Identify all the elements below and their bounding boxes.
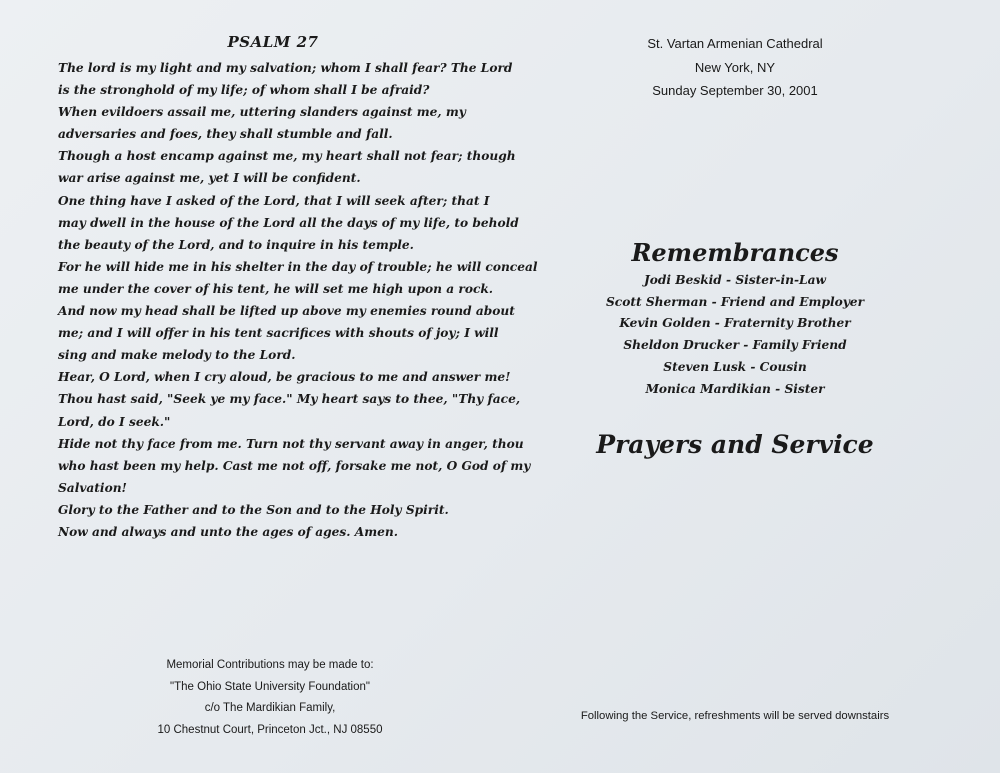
- psalm-line: When evildoers assail me, uttering slanders against me, my: [58, 105, 466, 120]
- memorial-contributions: [130, 655, 410, 741]
- service-date: Sunday September 30, 2001: [652, 83, 818, 98]
- remembrance-item: Kevin Golden - Fraternity Brother: [619, 316, 851, 331]
- psalm-line: And now my head shall be lifted up above my enemies round about: [58, 304, 515, 319]
- psalm-line: The lord is my light and my salvation; whom I shall fear? The Lord: [58, 61, 513, 75]
- psalm-line: sing and make melody to the Lord.: [58, 348, 296, 363]
- psalm-line: who hast been my help. Cast me not off, forsake me not, O God of my: [58, 458, 531, 473]
- psalm-line: Though a host encamp against me, my heart shall not fear; though: [58, 149, 516, 164]
- psalm-line: One thing have I asked of the Lord, that I will seek after; that I: [58, 193, 490, 208]
- remembrance-item: Jodi Beskid - Sister-in-Law: [643, 273, 826, 287]
- contributions-foundation: "The Ohio State University Foundation": [170, 680, 370, 693]
- psalm-panel: [58, 33, 538, 543]
- refreshments-note: [530, 710, 940, 722]
- refreshments-text: Following the Service, refreshments will be served downstairs: [580, 710, 890, 722]
- psalm-line: For he will hide me in his shelter in the day of trouble; he will conceal: [58, 259, 538, 274]
- remembrances-section: [530, 238, 940, 400]
- venue-name: St. Vartan Armenian Cathedral: [647, 36, 823, 51]
- remembrance-item: Monica Mardikian - Sister: [645, 381, 825, 396]
- contributions-address: 10 Chestnut Court, Princeton Jct., NJ 08550: [157, 723, 383, 736]
- psalm-line: Now and always and unto the ages of ages. Amen.: [58, 524, 398, 539]
- remembrance-item: Scott Sherman - Friend and Employer: [605, 294, 864, 309]
- prayers-heading: Prayers and Service: [596, 430, 874, 459]
- psalm-line: Thou hast said, "Seek ye my face." My heart says to thee, "Thy face,: [58, 392, 521, 407]
- remembrances-title: Remembrances: [631, 238, 839, 267]
- psalm-line: Hide not thy face from me. Turn not thy servant away in anger, thou: [58, 436, 524, 451]
- contributions-care-of: c/o The Mardikian Family,: [204, 702, 336, 714]
- psalm-line: the beauty of the Lord, and to inquire in his temple.: [58, 237, 414, 252]
- psalm-line: Hear, O Lord, when I cry aloud, be gracious to me and answer me!: [58, 370, 511, 385]
- psalm-line: is the stronghold of my life; of whom shall I be afraid?: [58, 83, 430, 98]
- psalm-line: war arise against me, yet I will be confident.: [58, 171, 361, 186]
- remembrance-item: Steven Lusk - Cousin: [663, 359, 807, 374]
- psalm-title: PSALM 27: [227, 33, 319, 51]
- psalm-line: may dwell in the house of the Lord all the days of my life, to behold: [58, 215, 519, 230]
- service-details: [530, 32, 940, 103]
- contributions-intro: Memorial Contributions may be made to:: [166, 659, 374, 671]
- psalm-line: Glory to the Father and to the Son and to the Holy Spirit.: [58, 502, 449, 517]
- remembrance-item: Sheldon Drucker - Family Friend: [623, 338, 847, 353]
- prayers-section: [530, 430, 940, 459]
- psalm-line: me under the cover of his tent, he will set me high upon a rock.: [58, 281, 494, 296]
- psalm-line: Lord, do I seek.": [58, 414, 171, 429]
- psalm-line: me; and I will offer in his tent sacrifices with shouts of joy; I will: [58, 326, 499, 341]
- psalm-line: Salvation!: [58, 480, 127, 495]
- remembrances-list: [530, 270, 940, 400]
- psalm-text: [58, 57, 538, 543]
- psalm-line: adversaries and foes, they shall stumble and fall.: [58, 127, 393, 142]
- venue-city: New York, NY: [694, 59, 776, 75]
